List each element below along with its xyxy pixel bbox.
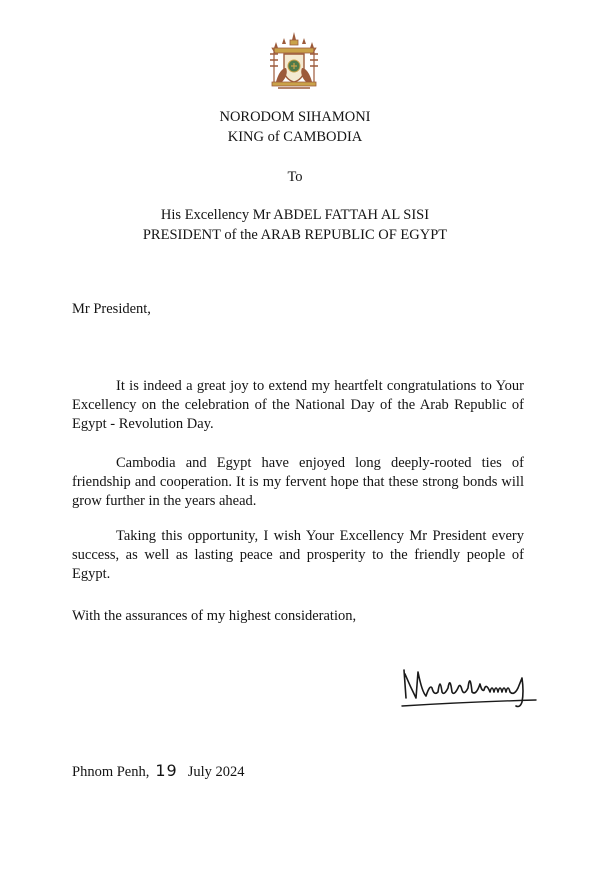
place: Phnom Penh, [72,764,150,780]
handwritten-signature-icon [396,662,544,714]
body-paragraph: Cambodia and Egypt have enjoyed long deeply-rooted ties of friendship and cooperation. It is my fervent hope that these strong bonds will grow further in the years ahead. [72,455,524,509]
recipient-title: PRESIDENT of the ARAB REPUBLIC OF EGYPT [142,227,448,243]
body-paragraph: It is indeed a great joy to extend my heartfelt congratulations to Your Excellency on the celebration of the National Day of the Arab Republic of Egypt - Revolution Day. [72,378,524,432]
place-and-date [72,762,245,781]
closing-line: With the assurances of my highest consideration, [72,608,357,624]
body-paragraph: Taking this opportunity, I wish Your Excellency Mr President every success, as well as lasting peace and prosperity to the friendly people of Egypt. [72,528,524,582]
month-year: July 2024 [187,764,245,780]
handwritten-day: 19 [155,761,178,780]
sender-title: KING of CAMBODIA [227,129,363,145]
salutation: Mr President, [72,301,151,317]
recipient-name: His Excellency Mr ABDEL FATTAH AL SISI [160,207,430,223]
sender-name: NORODOM SIHAMONI [219,109,371,125]
royal-arms-of-cambodia-icon [262,30,326,94]
to-label: To [287,169,303,185]
